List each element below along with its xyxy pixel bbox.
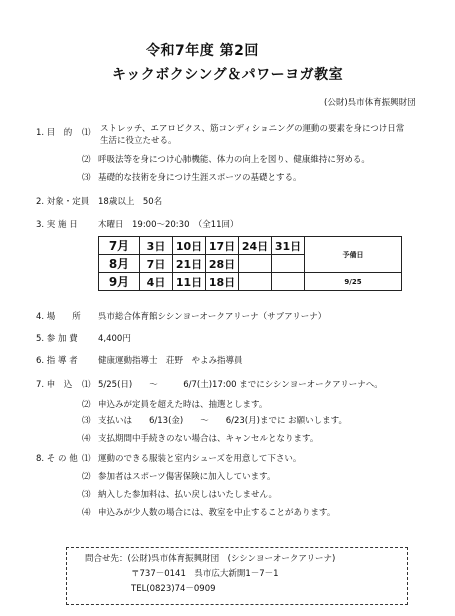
day-cell: 10日: [173, 237, 206, 255]
fee-value: 4,400円: [98, 334, 131, 344]
purpose-2-text: 呼吸法等を身につけ心肺機能、体力の向上を図り、健康維持に努める。: [98, 155, 370, 165]
fee-label: 5. 参 加 費: [36, 334, 78, 344]
day-cell: 28日: [206, 255, 239, 273]
schedule-row-july: [99, 237, 402, 255]
apply-4-text: 支払期間中手続きのない場合は、キャンセルとなります。: [98, 434, 319, 444]
target-label: 2. 対象・定員: [36, 197, 90, 207]
other-1-text: 運動のできる服装と室内シューズを用意して下さい。: [98, 454, 302, 464]
schedule-table: [98, 236, 402, 291]
contact-line-2: 〒737－0141 呉市広大新開1－7－1: [131, 569, 279, 579]
purpose-3-num: ⑶: [82, 173, 91, 183]
other-4-num: ⑷: [82, 508, 91, 518]
purpose-1-line-1: ストレッチ、エアロビクス、筋コンディショニングの運動の要素を身につけ日常: [100, 124, 405, 134]
other-label: 8. そ の 他: [36, 454, 78, 464]
apply-3-num: ⑶: [82, 416, 91, 426]
reserve-date-cell: 9/25: [305, 273, 402, 291]
apply-2-text: 申込みが定員を超えた時は、抽選とします。: [98, 400, 268, 410]
day-cell: 17日: [206, 237, 239, 255]
apply-1-text: 5/25(日) ～ 6/7(土)17:00 までにシシンヨーオークアリーナへ。: [98, 380, 383, 390]
day-cell: 24日: [239, 237, 272, 255]
purpose-label: 1. 目 的: [36, 128, 73, 138]
day-cell-empty: [239, 255, 272, 273]
month-cell: 9月: [99, 273, 140, 291]
day-cell: 7日: [140, 255, 173, 273]
day-cell: 18日: [206, 273, 239, 291]
month-cell: 8月: [99, 255, 140, 273]
title-line-1: 令和7年度 第2回: [146, 43, 259, 59]
venue-value: 呉市総合体育館シシンヨーオークアリーナ（サブアリーナ）: [98, 312, 327, 322]
contact-line-1: 問合せ先：(公財)呉市体育振興財団 (シシンヨーオークアリーナ): [85, 554, 336, 564]
purpose-1-num: ⑴: [82, 128, 91, 138]
day-cell-empty: [272, 255, 305, 273]
apply-label: 7. 申 込: [36, 380, 73, 390]
title-line-2: キックボクシング＆パワーヨガ教室: [112, 67, 344, 83]
other-3-text: 納入した参加料は、払い戻しはいたしません。: [98, 490, 278, 500]
day-cell: 11日: [173, 273, 206, 291]
day-cell-empty: [239, 273, 272, 291]
organization-name: (公財)呉市体育振興財団: [324, 98, 416, 108]
day-cell: 4日: [140, 273, 173, 291]
day-cell-empty: [272, 273, 305, 291]
day-cell: 21日: [173, 255, 206, 273]
other-4-text: 申込みが少人数の場合には、教室を中止することがあります。: [98, 508, 336, 518]
instructor-value: 健康運動指導士 荘野 やよみ指導員: [98, 356, 243, 366]
other-1-num: ⑴: [82, 454, 91, 464]
day-cell: 31日: [272, 237, 305, 255]
target-value: 18歳以上 50名: [98, 197, 163, 207]
instructor-label: 6. 指 導 者: [36, 356, 78, 366]
contact-line-3: TEL(0823)74－0909: [131, 584, 216, 594]
purpose-2-num: ⑵: [82, 155, 91, 165]
reserve-label-cell: 予備日: [305, 237, 402, 273]
other-2-text: 参加者はスポーツ傷害保険に加入しています。: [98, 472, 276, 482]
contact-box: [66, 547, 408, 605]
schedule-row-september: [99, 273, 402, 291]
apply-2-num: ⑵: [82, 400, 91, 410]
purpose-3-text: 基礎的な技術を身につけ生涯スポーツの基礎とする。: [98, 173, 302, 183]
apply-4-num: ⑷: [82, 434, 91, 444]
other-3-num: ⑶: [82, 490, 91, 500]
apply-3-text: 支払いは 6/13(金) ～ 6/23(月)までに お願いします。: [98, 416, 347, 426]
day-cell: 3日: [140, 237, 173, 255]
dates-label: 3. 実 施 日: [36, 220, 78, 230]
other-2-num: ⑵: [82, 472, 91, 482]
month-cell: 7月: [99, 237, 140, 255]
apply-1-num: ⑴: [82, 380, 91, 390]
purpose-1-line-2: 生活に役立たせる。: [100, 136, 177, 146]
venue-label: 4. 場 所: [36, 312, 81, 322]
dates-value: 木曜日 19:00～20:30 （全11回）: [98, 220, 239, 230]
